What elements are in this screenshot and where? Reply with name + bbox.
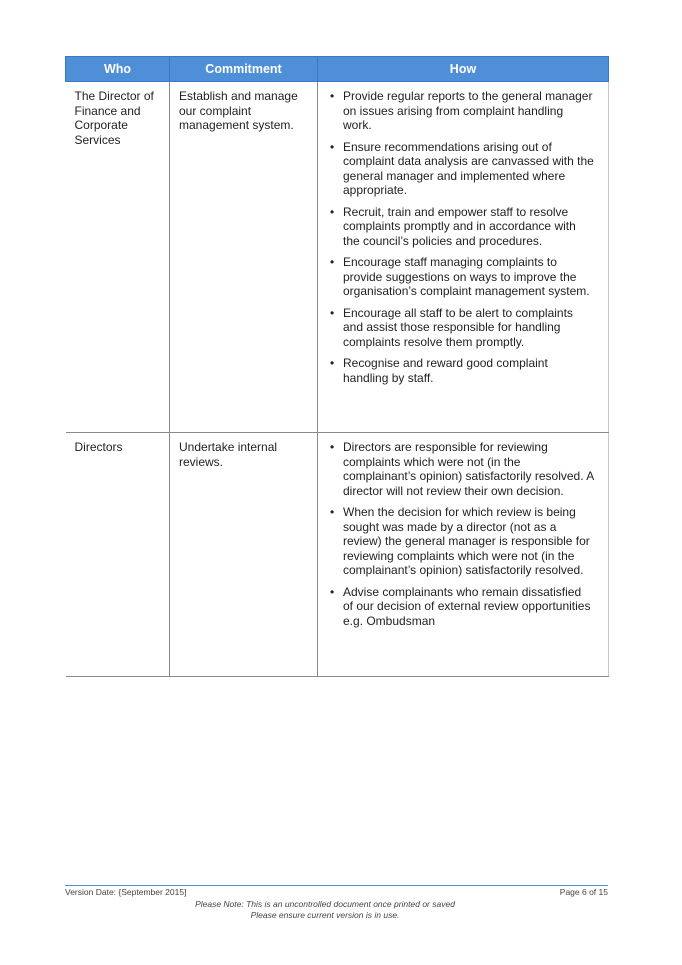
list-item: • Encourage staff managing complaints to provide suggestions on ways to improve the organisation’s complaint management system. [343, 255, 600, 299]
who-cell: Directors [66, 433, 170, 677]
list-item: • Directors are responsible for reviewing complaints which were not (in the complainant’s opinion) satisfactorily resolved. A director will not review their own decision. [343, 440, 600, 498]
commitment-cell: Establish and manage our complaint management system. [170, 82, 318, 433]
list-item: • Recruit, train and empower staff to resolve complaints promptly and in accordance with the council’s policies and procedures. [343, 205, 600, 249]
list-item: • Advise complainants who remain dissatisfied of our decision of external review opportunities e.g. Ombudsman [343, 585, 600, 629]
list-item: • Ensure recommendations arising out of complaint data analysis are canvassed with the general manager and implemented where appropriate. [343, 140, 600, 198]
who-cell: The Director of Finance and Corporate Services [66, 82, 170, 433]
how-list [327, 440, 600, 628]
list-item: • Provide regular reports to the general manager on issues arising from complaint handling work. [343, 89, 600, 133]
header-how: How [318, 57, 609, 82]
header-commitment: Commitment [170, 57, 318, 82]
how-cell [318, 433, 609, 677]
footer-divider [65, 885, 608, 886]
how-list [327, 89, 600, 385]
commitment-cell: Undertake internal reviews. [170, 433, 318, 677]
table-row [66, 433, 609, 677]
table-header-row [66, 57, 609, 82]
version-date: Version Date: {September 2015] [65, 887, 187, 897]
how-cell [318, 82, 609, 433]
list-item: • When the decision for which review is being sought was made by a director (not as a review) the general manager is responsible for reviewing complaints which were not (in the complainant’s opinion) satisfactorily resolved. [343, 505, 600, 578]
list-item: • Recognise and reward good complaint handling by staff. [343, 356, 600, 385]
responsibility-table [65, 56, 609, 677]
list-item: • Encourage all staff to be alert to complaints and assist those responsible for handling complaints resolve them promptly. [343, 306, 600, 350]
table-row [66, 82, 609, 433]
header-who: Who [66, 57, 170, 82]
version-note: Please ensure current version is in use. [250, 910, 400, 920]
page-number: Page 6 of 15 [559, 887, 608, 897]
uncontrolled-note: Please Note: This is an uncontrolled document once printed or saved [195, 899, 455, 909]
